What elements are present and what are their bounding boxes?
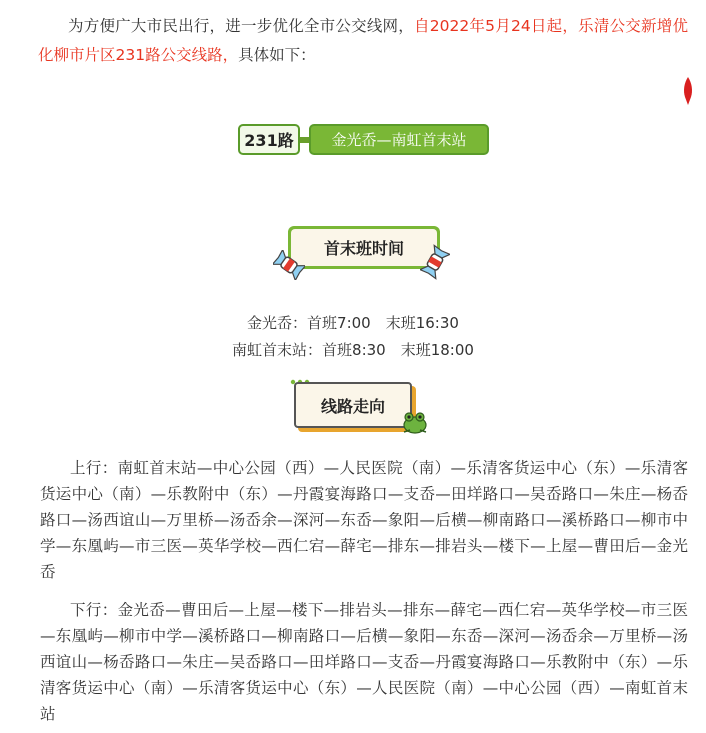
- downbound-route-text: 下行：金光岙—曹田后—上屋—楼下—排岩头—排东—薛宅—西仁宕—英华学校—市三医—东凰屿—柳市中学—溪桥路口—柳南路口—后横—象阳—东岙—深河—汤岙余—万里桥—汤西谊山—杨岙路口—朱庄—吴岙路口—田垟路口—支岙—丹霞宴海路口—乐教附中（东）—乐清客货运中心（南）—乐清客货运中心（东）—人民医院（南）—中心公园（西）—南虹首末站: [40, 601, 688, 723]
- upbound-route-text: 上行：南虹首末站—中心公园（西）—人民医院（南）—乐清客货运中心（东）—乐清客货运中心（南）—乐教附中（东）—丹霞宴海路口—支岙—田垟路口—吴岙路口—朱庄—杨岙路口—汤西谊山—万里桥—汤岙余—深河—东岙—象阳—后横—柳南路口—溪桥路口—柳市中学—东凰屿—市三医—英华学校—西仁宕—薛宅—排东—排岩头—楼下—上屋—曹田后—金光岙: [40, 459, 688, 581]
- schedule-section-title: [288, 226, 440, 269]
- schedule-title-text: 首末班时间: [291, 229, 437, 266]
- intro-tail: 具体如下：: [238, 46, 316, 64]
- schedule-line-1: 金光岙：首班7:00 末班16:30: [247, 314, 459, 332]
- route-name: 金光岙—南虹首末站: [309, 124, 489, 155]
- frog-icon: [400, 410, 430, 436]
- intro-lead: 为方便广大市民出行，进一步优化全市公交线网，: [68, 17, 415, 35]
- schedule-line-2: 南虹首末站：首班8:30 末班18:00: [232, 341, 474, 359]
- heart-icon: [683, 77, 693, 105]
- direction-section-title: 线路走向: [294, 382, 412, 428]
- candy-right-icon: [420, 244, 450, 280]
- intro-highlight: 自2022年5月24日起，乐清公交新增优化柳市片区231路公交线路，: [38, 17, 688, 64]
- intro-paragraph: [38, 12, 688, 70]
- candy-left-icon: [273, 250, 305, 280]
- route-number: 231路: [238, 124, 300, 155]
